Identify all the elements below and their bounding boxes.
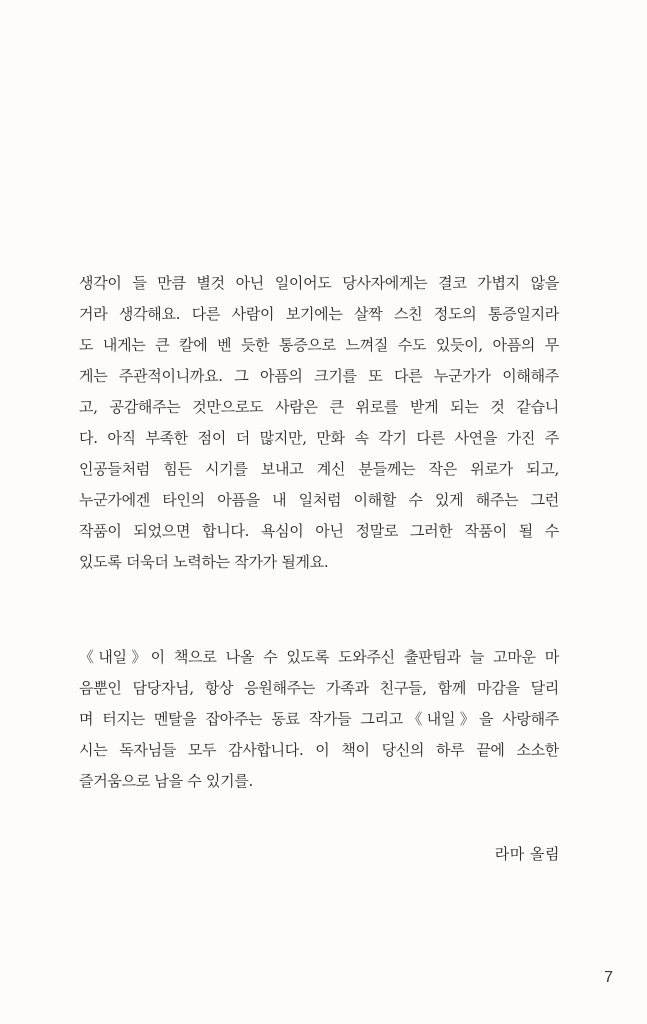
text-line: 시는 독자님들 모두 감사합니다. 이 책이 당신의 하루 끝에 소소한 <box>79 741 559 759</box>
text-line: 생각이 들 만큼 별것 아닌 일이어도 당사자에게는 결코 가볍지 않을 <box>79 274 559 292</box>
text-line: 음뿐인 담당자님, 항상 응원해주는 가족과 친구들, 함께 마감을 달리 <box>79 679 559 697</box>
text-line: 며 터지는 멘탈을 잡아주는 동료 작가들 그리고《내일》을 사랑해주 <box>79 710 559 728</box>
text-line-last: 있도록 더욱더 노력하는 작가가 될게요. <box>79 553 329 571</box>
text-line: 다. 아직 부족한 점이 더 많지만, 만화 속 각기 다른 사연을 가진 주 <box>79 429 559 447</box>
text-line: 《내일》이 책으로 나올 수 있도록 도와주신 출판팀과 늘 고마운 마 <box>79 648 559 666</box>
paragraph-2 <box>79 642 559 797</box>
paragraph-1 <box>79 268 559 578</box>
text-line-last: 즐거움으로 남을 수 있기를. <box>79 772 253 790</box>
text-line: 거라 생각해요. 다른 사람이 보기에는 살짝 스친 정도의 통증일지라 <box>79 305 559 323</box>
text-line: 작품이 되었으면 합니다. 욕심이 아닌 정말로 그러한 작품이 될 수 <box>79 522 559 540</box>
text-line: 고, 공감해주는 것만으로도 사람은 큰 위로를 받게 되는 것 같습니 <box>79 398 559 416</box>
text-line: 도 내게는 큰 칼에 벤 듯한 통증으로 느껴질 수도 있듯이, 아픔의 무 <box>79 336 559 354</box>
text-line: 누군가에겐 타인의 아픔을 내 일처럼 이해할 수 있게 해주는 그런 <box>79 491 559 509</box>
text-line: 게는 주관적이니까요. 그 아픔의 크기를 또 다른 누군가가 이해해주 <box>79 367 559 385</box>
text-line: 인공들처럼 힘든 시기를 보내고 계신 분들께는 작은 위로가 되고, <box>79 460 559 478</box>
page-number: 7 <box>604 969 613 986</box>
author-signature: 라마 올림 <box>494 845 560 863</box>
